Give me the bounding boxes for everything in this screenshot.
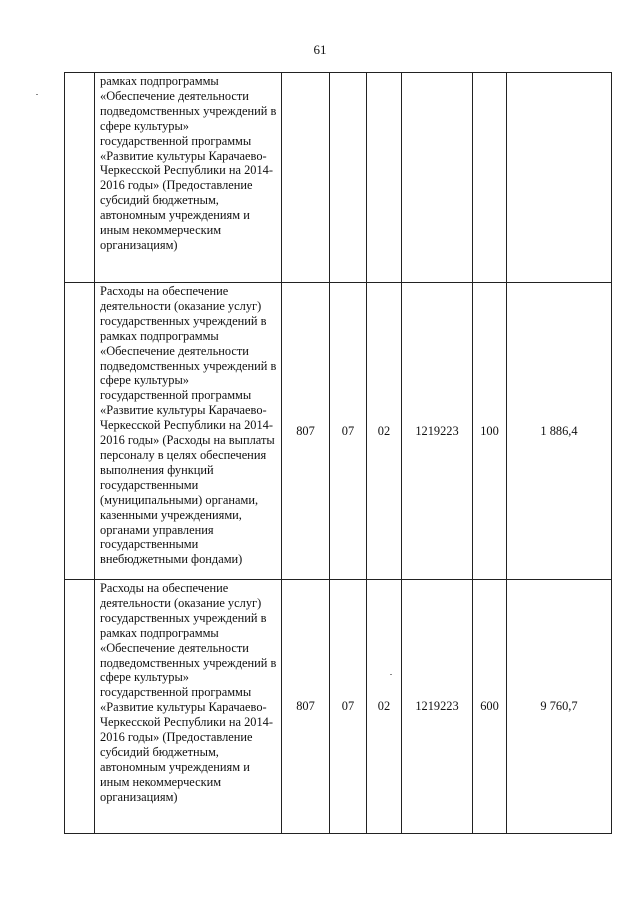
table-row	[65, 73, 612, 283]
subsection-cell: 02	[367, 283, 402, 580]
subsection-cell	[367, 73, 402, 283]
description-cell: рамках подпрограммы «Обеспечение деятельности подведомственных учреждений в сфере культуры» государственной программы «Развитие культуры Карачаево-Черкесской Республики на 2014-2016 годы» (Предоставление субсидий бюджетным, автономным учреждениям и иным некоммерческим организациям)	[95, 73, 282, 283]
description-cell: Расходы на обеспечение деятельности (оказание услуг) государственных учреждений в рамках подпрограммы «Обеспечение деятельности подведомственных учреждений в сфере культуры» государственной программы «Развитие культуры Карачаево-Черкесской Республики на 2014-2016 годы» (Расходы на выплаты персоналу в целях обеспечения выполнения функций государственными (муниципальными) органами, казенными учреждениями, органами управления государственными внебюджетными фондами)	[95, 283, 282, 580]
expense-type-cell: 600	[473, 580, 507, 834]
amount-cell: 9 760,7	[507, 580, 612, 834]
ministry-cell: 807	[282, 580, 330, 834]
table-row	[65, 283, 612, 580]
scan-speck	[36, 94, 38, 95]
amount-cell: 1 886,4	[507, 283, 612, 580]
page-number: 61	[313, 42, 327, 57]
ministry-cell: 807	[282, 283, 330, 580]
subsection-cell: 02	[367, 580, 402, 834]
description-cell: Расходы на обеспечение деятельности (оказание услуг) государственных учреждений в рамках подпрограммы «Обеспечение деятельности подведомственных учреждений в сфере культуры» государственной программы «Развитие культуры Карачаево-Черкесской Республики на 2014-2016 годы» (Предоставление субсидий бюджетным, автономным учреждениям и иным некоммерческим организациям)	[95, 580, 282, 834]
index-cell	[65, 73, 95, 283]
amount-cell	[507, 73, 612, 283]
budget-table	[64, 72, 612, 834]
expense-type-cell	[473, 73, 507, 283]
scan-speck	[390, 674, 392, 675]
ministry-cell	[282, 73, 330, 283]
section-cell: 07	[330, 283, 367, 580]
table-row	[65, 580, 612, 834]
index-cell	[65, 580, 95, 834]
section-cell: 07	[330, 580, 367, 834]
target-cell: 1219223	[402, 580, 473, 834]
index-cell	[65, 283, 95, 580]
section-cell	[330, 73, 367, 283]
expense-type-cell: 100	[473, 283, 507, 580]
target-cell	[402, 73, 473, 283]
target-cell: 1219223	[402, 283, 473, 580]
